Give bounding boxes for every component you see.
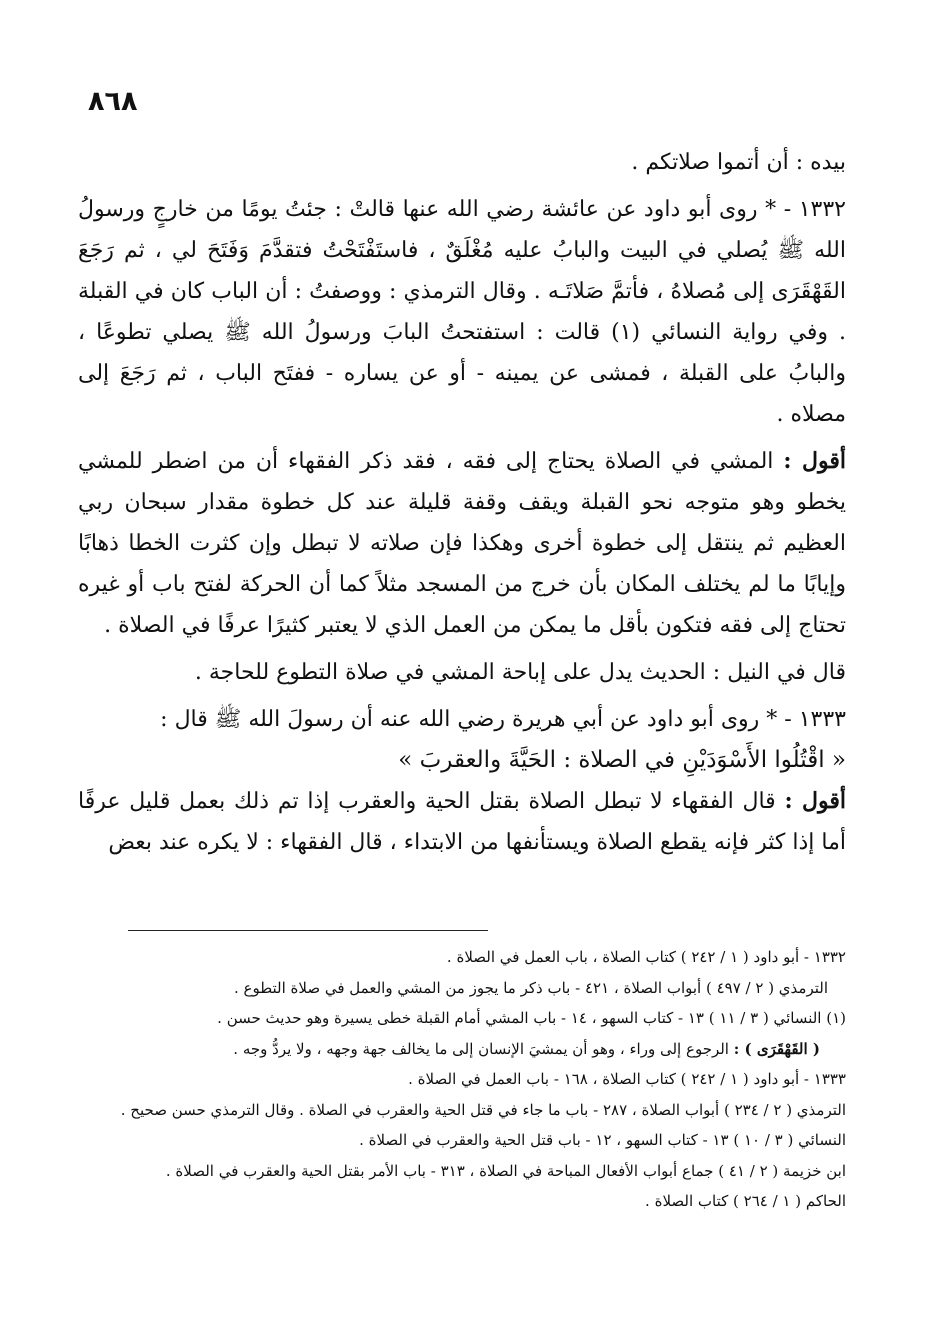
commentary-text: المشي في الصلاة يحتاج إلى فقه ، فقد ذكر الفقهاء أن من اضطر للمشي يخطو وهو متوجه نحو القبلة ويقف وقفة قليلة عند كل خطوة مقدار سبحان ربي العظيم ثم ينتقل إلى خطوة أخرى وهكذا فإن صلاته لا تبطل وإن كثرت الخطا ذهابًا وإيابًا ما لم يختلف المكان بأن خرج من المسجد مثلاً كما أن الحركة لفتح باب أو غيره تحتاج إلى فقه فتكون بأقل ما يمكن من العمل الذي لا يعتبر كثيرًا عرفًا في الصلاة . <box>78 449 846 638</box>
main-text <box>78 142 846 863</box>
footnote-separator <box>128 930 488 931</box>
footnote: ابن خزيمة ( ٢ / ٤١ ) جماع أبواب الأفعال المباحة في الصلاة ، ٣١٣ - باب الأمر بقتل الحية والعقرب في الصلاة . <box>165 1161 846 1180</box>
commentary-lead: أقول : <box>784 788 846 814</box>
footnotes <box>78 942 846 1217</box>
footnote: ١٣٣٣ - أبو داود ( ١ / ٢٤٢ ) كتاب الصلاة ، ١٦٨ - باب العمل في الصلاة . <box>408 1070 846 1088</box>
hadith-1333: ١٣٣٣ - * روى أبو داود عن أبي هريرة رضي الله عنه أن رسولَ الله ﷺ قال : <box>160 707 846 732</box>
footnote: الترمذي ( ٢ / ٢٣٤ ) أبواب الصلاة ، ٢٨٧ - باب ما جاء في قتل الحية والعقرب في الصلاة . وقال الترمذي حسن صحيح . <box>120 1100 846 1119</box>
commentary-lead: أقول : <box>783 448 846 474</box>
footnote-term: ( القَهْقَرَى ) : <box>733 1039 820 1058</box>
footnote: ١٣٣٢ - أبو داود ( ١ / ٢٤٢ ) كتاب الصلاة ، باب العمل في الصلاة . <box>446 948 846 966</box>
commentary-text: قال الفقهاء لا تبطل الصلاة بقتل الحية والعقرب إذا تم ذلك بعمل قليل عرفًا أما إذا كثر فإنه يقطع الصلاة ويستأنفها من الابتداء ، قال الفقهاء : لا يكره عند بعض <box>78 789 846 855</box>
hadith-1332: ١٣٣٢ - * روى أبو داود عن عائشة رضي الله عنها قالتْ : جئتُ يومًا من خارجٍ ورسولُ الله ﷺ يُصلي في البيت والبابُ عليه مُغْلَقٌ ، فاستَفْتَحْتُ فتقدَّمَ وَفَتَحَ لي ، ثم رَجَعَ القَهْقَرَى إلى مُصلاهُ ، فأتمَّ صَلاتَـه . وقال الترمذي : ووصفتُ : أن الباب كان في القبلة . وفي رواية النسائي (١) قالت : استفتحتُ البابَ ورسولُ الله ﷺ يصلي تطوعًا ، والبابُ على القبلة ، فمشى عن يمينه - أو عن يساره - ففتَح الباب ، ثم رَجَعَ إلى مصلاه . <box>78 197 846 427</box>
footnote: (١) النسائي ( ٣ / ١١ ) ١٣ - كتاب السهو ، ١٤ - باب المشي أمام القبلة خطى يسيرة وهو حديث حسن . <box>217 1009 846 1027</box>
footnote: النسائي ( ٣ / ١٠ ) ١٣ - كتاب السهو ، ١٢ - باب قتل الحية والعقرب في الصلاة . <box>359 1131 846 1149</box>
footnote-text: الرجوع إلى وراء ، وهو أن يمشيَ الإنسان إلى ما يخالف جهة وجهه ، ولا يردُّ وجه . <box>233 1039 734 1058</box>
footnote: الترمذي ( ٢ / ٤٩٧ ) أبواب الصلاة ، ٤٢١ - باب ذكر ما يجوز من المشي والعمل في صلاة التطوع . <box>233 978 828 997</box>
footnote: الحاكم ( ١ / ٢٦٤ ) كتاب الصلاة . <box>645 1192 846 1210</box>
footnote <box>78 1034 846 1065</box>
hadith-1333-quote: « اقْتُلُوا الأَسْوَدَيْنِ في الصلاة : الحَيَّةَ والعقربَ » <box>398 747 846 773</box>
commentary-1 <box>78 441 846 646</box>
commentary-2 <box>78 781 846 863</box>
paragraph-continuation: بيده : أن أتموا صلاتكم . <box>631 150 846 175</box>
page-number: ٨٦٨ <box>88 86 138 117</box>
nayl-quote: قال في النيل : الحديث يدل على إباحة المشي في صلاة التطوع للحاجة . <box>194 660 846 685</box>
